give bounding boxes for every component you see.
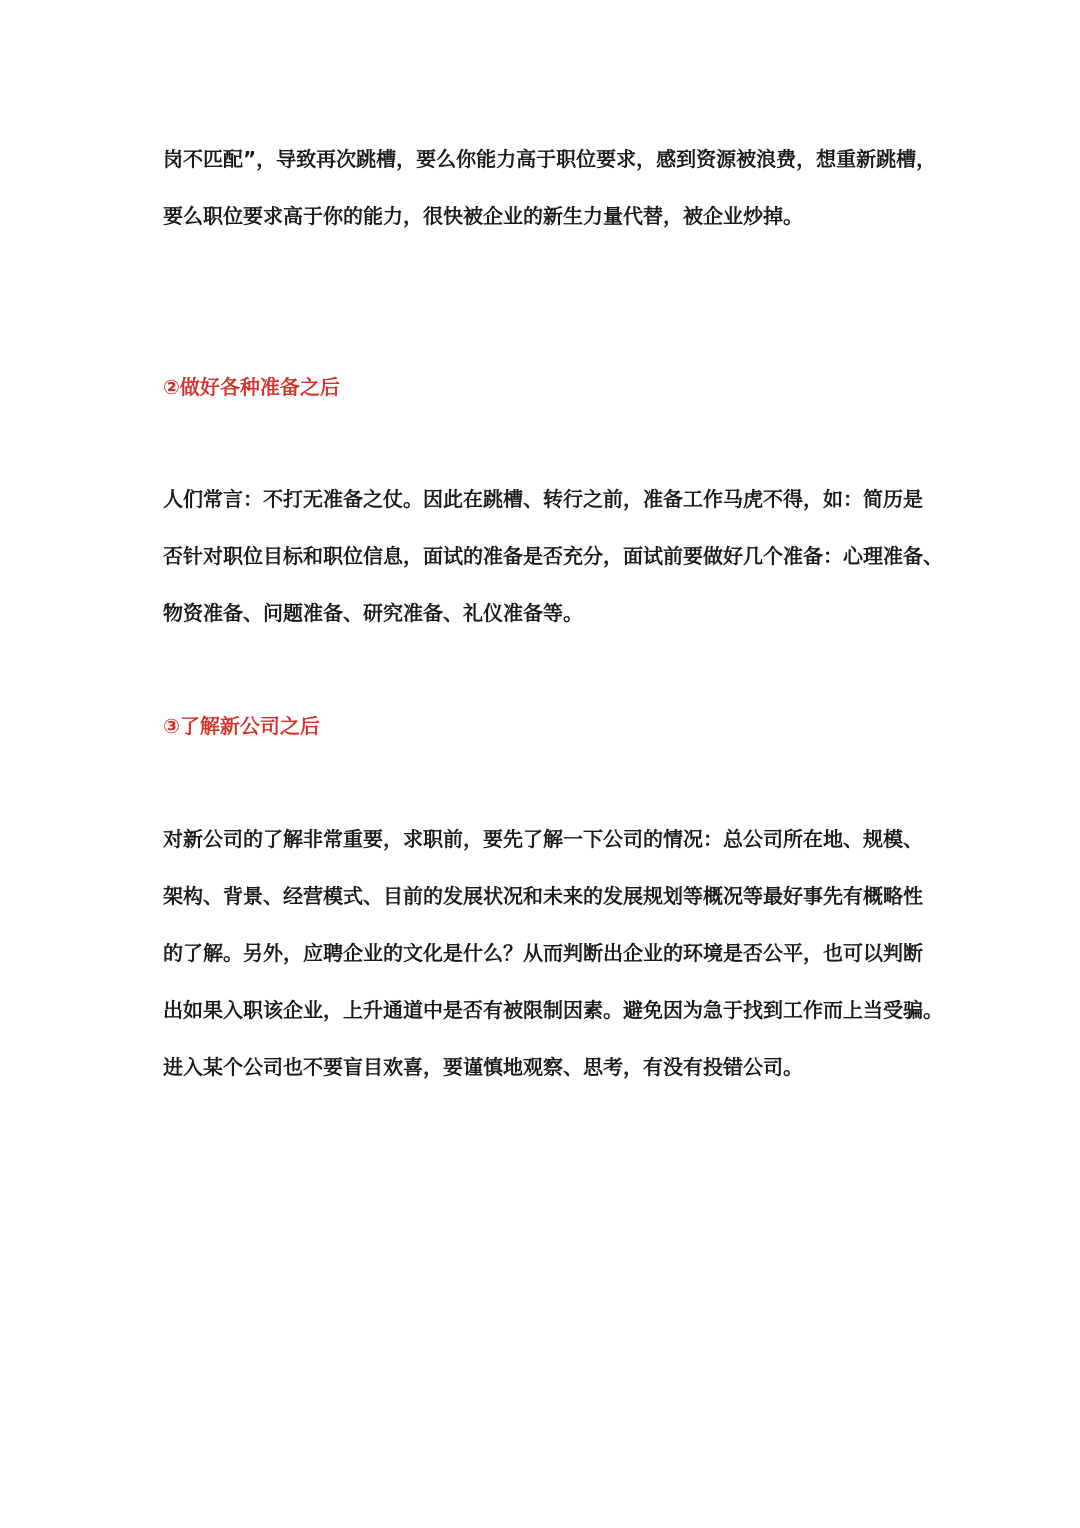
paragraph-line: 否针对职位目标和职位信息，面试的准备是否充分，面试前要做好几个准备：心理准备、 xyxy=(163,544,943,568)
paragraph-preparation xyxy=(163,471,943,642)
paragraph-line: 出如果入职该企业，上升通道中是否有被限制因素。避免因为急于找到工作而上当受骗。 xyxy=(163,998,943,1022)
paragraph-line: 岗不匹配”，导致再次跳槽，要么你能力高于职位要求，感到资源被浪费，想重新跳槽， xyxy=(163,147,937,171)
paragraph-line: 人们常言：不打无准备之仗。因此在跳槽、转行之前，准备工作马虎不得，如：简历是 xyxy=(163,487,923,511)
paragraph-line: 进入某个公司也不要盲目欢喜，要谨慎地观察、思考，有没有投错公司。 xyxy=(163,1055,803,1079)
paragraph-line: 对新公司的了解非常重要，求职前，要先了解一下公司的情况：总公司所在地、规模、 xyxy=(163,827,923,851)
paragraph-line: 的了解。另外，应聘企业的文化是什么？从而判断出企业的环境是否公平，也可以判断 xyxy=(163,941,923,965)
section-heading-preparation: ②做好各种准备之后 xyxy=(163,375,340,399)
section-heading-know-company: ③了解新公司之后 xyxy=(163,714,320,738)
paragraph-line: 物资准备、问题准备、研究准备、礼仪准备等。 xyxy=(163,601,583,625)
paragraph-line: 架构、背景、经营模式、目前的发展状况和未来的发展规划等概况等最好事先有概略性 xyxy=(163,884,923,908)
paragraph-know-company xyxy=(163,811,943,1096)
paragraph-line: 要么职位要求高于你的能力，很快被企业的新生力量代替，被企业炒掉。 xyxy=(163,204,803,228)
paragraph-job-mismatch xyxy=(163,131,937,245)
